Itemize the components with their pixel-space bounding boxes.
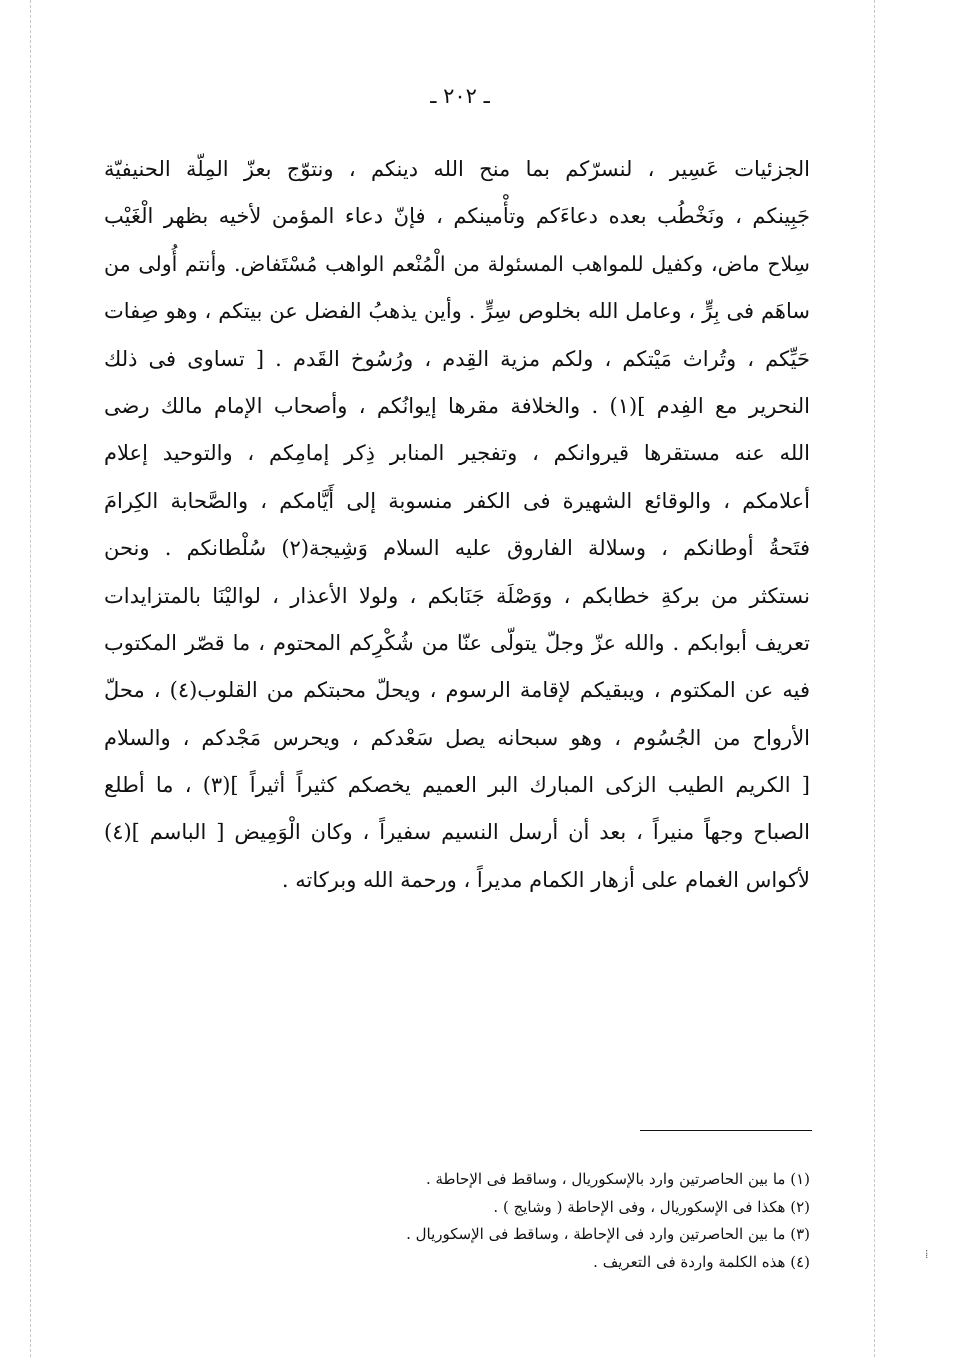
text-line: سِلاح ماض، وكفيل للمواهب المسئولة من الْمُنْعم الواهب مُسْتَفاض. وأنتم أُولى من [104,251,810,276]
text-line: الله عنه مستقرها قيروانكم ، وتفجير المنابر ذِكر إمامِكم ، والتوحيد إعلام [104,441,810,466]
text-line: أعلامكم ، والوقائع الشهيرة فى الكفر منسوبة إلى أَيَّامكم ، والصَّحابة الكِرامَ [104,488,810,513]
text-line: فيه عن المكتوم ، ويبقيكم لإقامة الرسوم ، ويحلّ محبتكم من القلوب(٤) ، محلّ [104,678,810,703]
text-line: لأكواس الغمام على أزهار الكمام مديراً ، ورحمة الله وبركاته . [281,867,810,892]
text-line: نستكثر من بركةِ خطابكم ، ووَصْلَة جَنَابكم ، ولولا الأعذار ، لواليْنَا بالمتزايدات [104,583,810,608]
body-text [104,146,810,904]
footnote: (١) ما بين الحاصرتين وارد بالإسكوريال ، وساقط فى الإحاطة . [425,1170,810,1188]
text-line: حَيِّكم ، وتُراث مَيْتكم ، ولكم مزية القِدم ، ورُسُوخ القَدم . [ تساوى فى ذلك [104,346,810,371]
footnote: (٢) هكذا فى الإسكوريال ، وفى الإحاطة ( وشايج ) . [493,1197,810,1216]
text-line: [ الكريم الطيب الزكى المبارك البر العميم يخصكم كثيراً أثيراً ](٣) ، ما أطلع [104,773,810,798]
text-line: جَبِينكم ، ونَخْطُب بعده دعاءَكم وتأْمينكم ، فإنّ دعاء المؤمن لأخيه بظهر الْغَيْب [104,204,810,229]
text-line: النحرير مع الفِدم ](١) . والخلافة مقرها إيوانُكم ، وأصحاب الإمام مالك رضى [104,393,810,418]
text-line: ساهَم فى بِرٍّ ، وعامل الله بخلوص سِرٍّ . وأين يذهبُ الفضل عن بيتكم ، وهو صِفات [104,299,810,324]
scan-edge-right [874,0,875,1357]
page-number: ـ ٢٠٢ ـ [430,84,490,108]
text-line: الصباح وجهاً منيراً ، بعد أن أرسل النسيم سفيراً ، وكان الْوَمِيض [ الباسم ](٤) [104,820,810,845]
text-line: الجزئيات عَسِير ، لنسرّكم بما منح الله دينكم ، ونتوّج بعزّ المِلّة الحنيفيّة [104,157,810,181]
footnote-divider [640,1130,812,1131]
margin-mark: ⁞ [925,1247,929,1261]
footnote: (٣) ما بين الحاصرتين وارد فى الإحاطة ، وساقط فى الإسكوريال . [406,1225,810,1243]
scan-edge-left [30,0,31,1357]
text-line: الأرواح من الجُسُوم ، وهو سبحانه يصل سَعْدكم ، ويحرس مَجْدكم ، والسلام [104,725,810,750]
text-line: فتَحةُ أوطانكم ، وسلالة الفاروق عليه السلام وَشِيجة(٢) سُلْطانكم . ونحن [104,536,810,561]
footnotes [300,1166,810,1276]
footnote: (٤) هذه الكلمة واردة فى التعريف . [593,1252,810,1271]
text-line: تعريف أبوابكم . والله عزّ وجلّ يتولّى عنّا من شُكْرِكم المحتوم ، ما قصّر المكتوب [104,630,810,655]
